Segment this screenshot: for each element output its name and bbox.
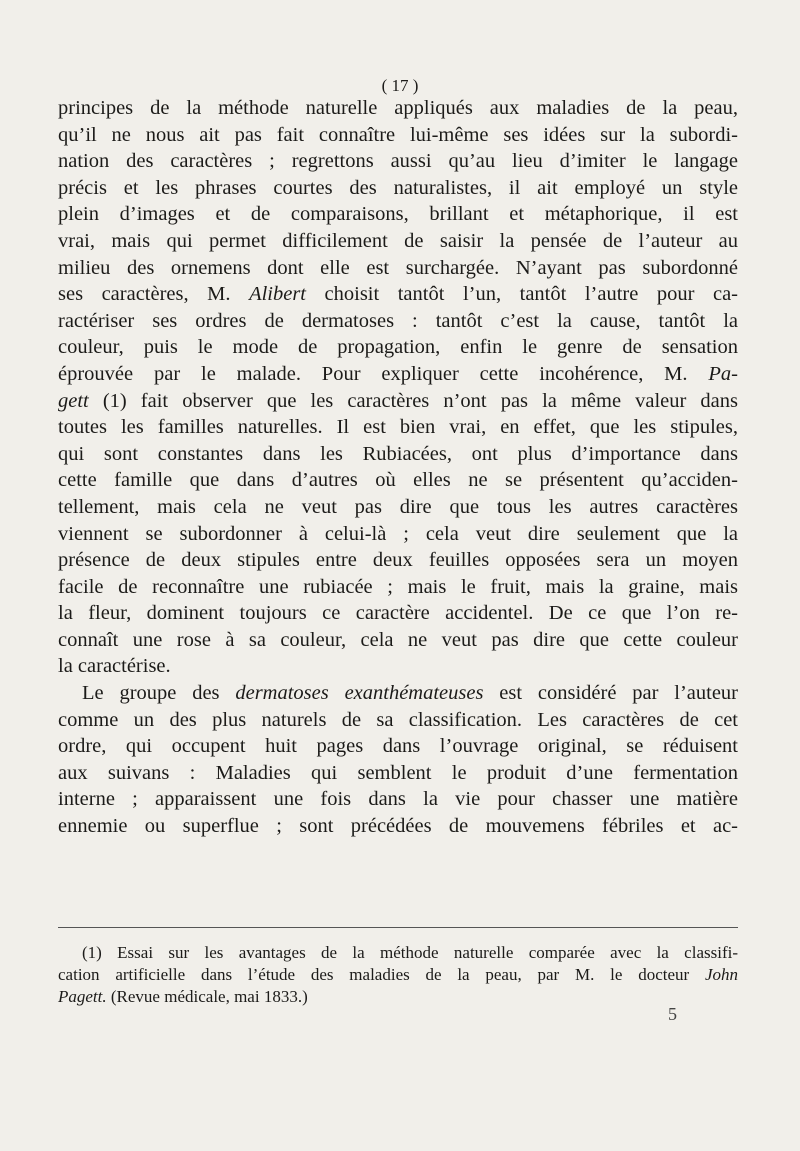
text-line: précis et les phrases courtes des naturalistes, il ait employé un style (58, 176, 738, 199)
text-line-text: choisit tantôt l’un, tantôt l’autre pour ca- (306, 283, 739, 306)
text-line (58, 361, 738, 388)
footnote-line: (1) Essai sur les avantages de la méthode naturelle comparée avec la classifi- (82, 943, 738, 962)
footnote-line-italic: John (704, 965, 738, 984)
text-line: principes de la méthode naturelle appliqués aux maladies de la peau, (58, 97, 738, 119)
text-line (58, 388, 738, 415)
text-line-text: (1) fait observer que les caractères n’ont pas la même valeur dans (88, 389, 738, 412)
text-line: comme un des plus naturels de sa classification. Les caractères de cet (58, 708, 738, 731)
text-line: cette famille que dans d’autres où elles ne se présentent qu’acciden- (58, 469, 738, 492)
text-line-italic: dermatoses exanthémateuses (235, 682, 484, 705)
body-text (58, 95, 738, 840)
text-line: présence de deux stipules entre deux feuilles opposées sera un moyen (58, 549, 738, 572)
text-line-italic: gett (58, 389, 89, 412)
footnotes (58, 942, 738, 1008)
text-line: la fleur, dominent toujours ce caractère accidentel. De ce que l’on re- (58, 602, 738, 625)
footnote-line-text: (Revue médicale, mai 1833.) (106, 987, 308, 1006)
footnote-line-text: cation artificielle dans l’étude des maladies de la peau, par M. le docteur (58, 965, 705, 984)
text-line (58, 680, 738, 707)
signature-mark: 5 (668, 1004, 677, 1024)
footnote-line (58, 986, 738, 1008)
text-line-text: est considéré par l’auteur (483, 682, 739, 705)
footnote-line-italic: Pagett. (58, 987, 107, 1006)
text-line (58, 281, 738, 308)
text-line: nation des caractères ; regrettons aussi qu’au lieu d’imiter le langage (58, 150, 738, 173)
text-line: ractériser ses ordres de dermatoses : tantôt c’est la cause, tantôt la (58, 309, 738, 332)
text-line-text: éprouvée par le malade. Pour expliquer cette incohérence, M. (58, 362, 709, 385)
text-line: aux suivans : Maladies qui semblent le produit d’une fermentation (58, 761, 738, 784)
text-line: connaît une rose à sa couleur, cela ne veut pas dire que cette couleur (58, 628, 738, 651)
text-line: interne ; apparaissent une fois dans la vie pour chasser une matière (58, 788, 738, 811)
text-line: qu’il ne nous ait pas fait connaître lui-même ses idées sur la subordi- (58, 123, 738, 146)
footnote-rule (58, 927, 738, 928)
text-line: facile de reconnaître une rubiacée ; mais le fruit, mais la graine, mais (58, 575, 738, 598)
text-line: tellement, mais cela ne veut pas dire que tous les autres caractères (58, 495, 738, 518)
text-line-italic: Alibert (249, 283, 306, 306)
page-number: ( 17 ) (381, 76, 419, 95)
text-line: couleur, puis le mode de propagation, enfin le genre de sensation (58, 336, 738, 359)
text-line-italic: Pa- (708, 362, 738, 385)
text-line: toutes les familles naturelles. Il est bien vrai, en effet, que les stipules, (58, 416, 738, 439)
text-line-text: Le groupe des (82, 682, 236, 705)
text-line: la caractérise. (58, 655, 171, 678)
text-line-text: ses caractères, M. (58, 283, 250, 306)
text-line: qui sont constantes dans les Rubiacées, ont plus d’importance dans (58, 442, 738, 465)
text-line: ordre, qui occupent huit pages dans l’ouvrage original, se réduisent (58, 735, 738, 758)
text-line: vrai, mais qui permet difficilement de saisir la pensée de l’auteur au (58, 229, 738, 252)
text-line: plein d’images et de comparaisons, brillant et métaphorique, il est (58, 203, 738, 226)
footnote-line (58, 964, 738, 986)
text-line: ennemie ou superflue ; sont précédées de mouvemens fébriles et ac- (58, 815, 738, 838)
text-line: viennent se subordonner à celui-là ; cela veut dire seulement que la (58, 522, 738, 545)
text-line: milieu des ornemens dont elle est surchargée. N’ayant pas subordonné (58, 256, 738, 279)
